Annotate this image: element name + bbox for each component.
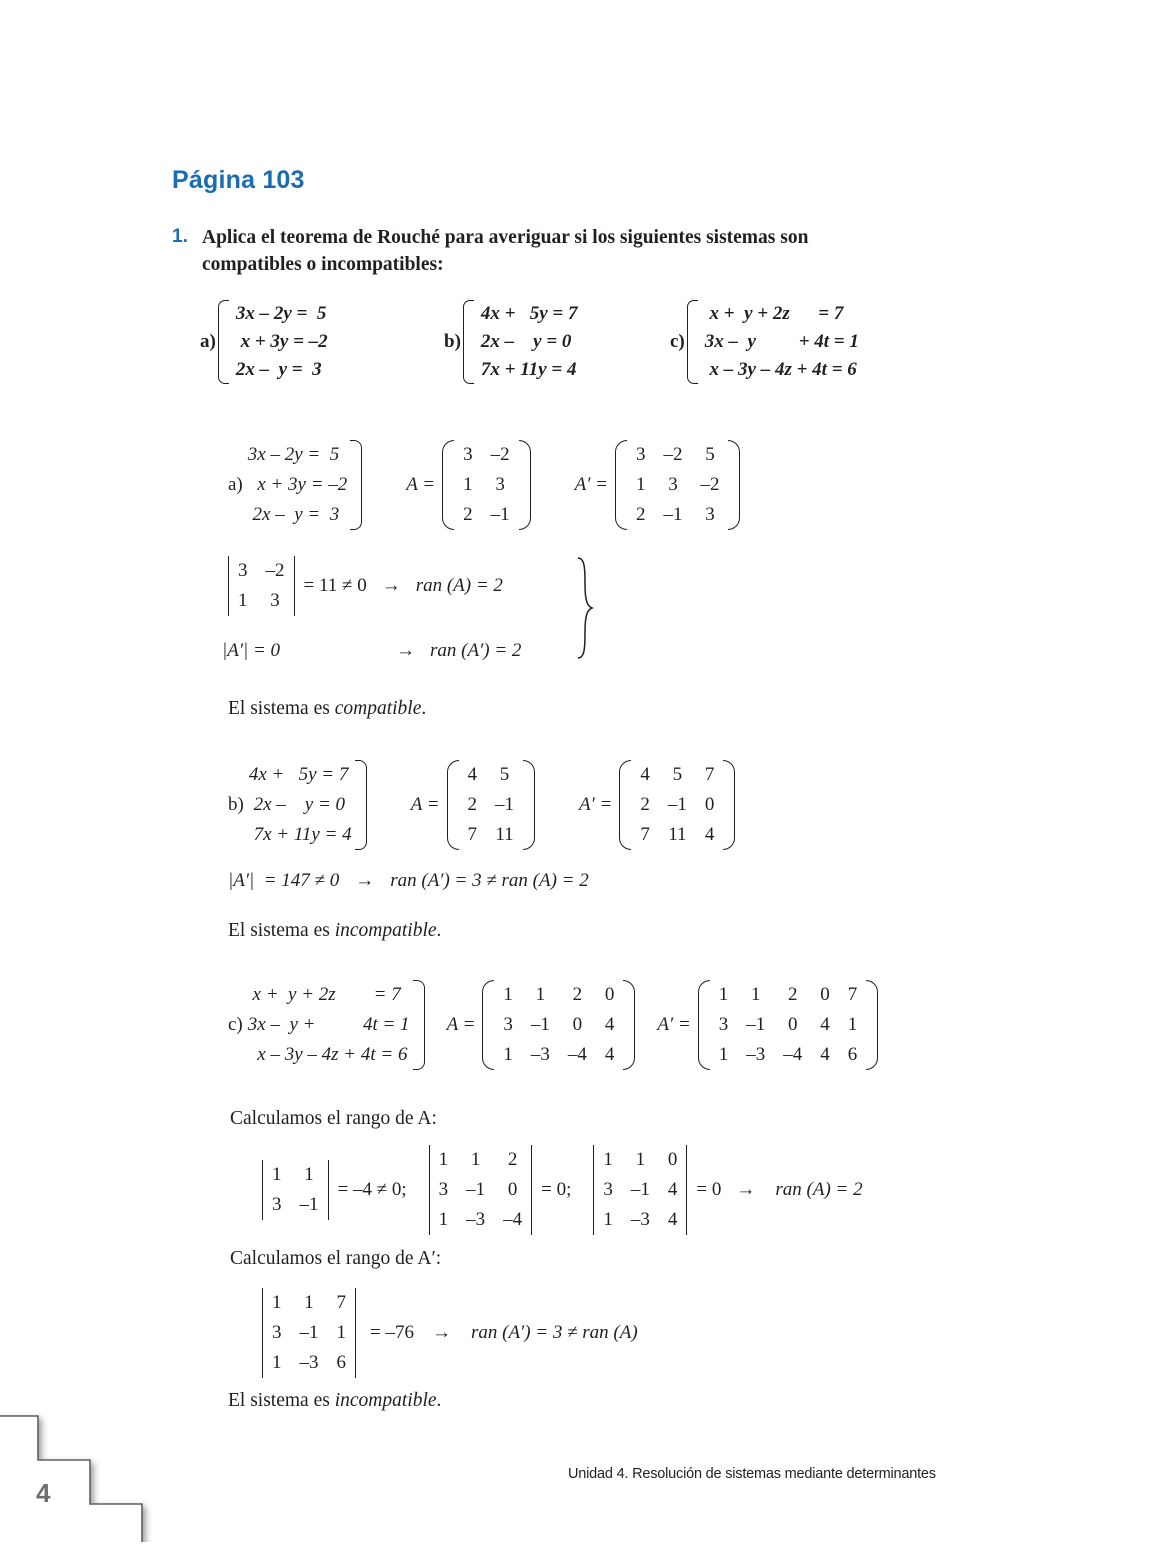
exercise-number: 1. [172,226,188,247]
left-brace [218,300,229,384]
equation: x – 3y – 4z + 4t = 6 [704,359,857,380]
arrow-icon: → [381,575,401,596]
matrix-row [263,1190,328,1220]
cell: –1 [299,1322,319,1343]
cell: 2 [640,794,650,815]
matrix-row [430,1175,532,1205]
matrix-row [631,790,723,820]
cell: 1 [304,1164,314,1185]
rank-conclusion: ran (A) = 2 [415,575,503,596]
cell: 1 [470,1149,481,1170]
solution-c-label: c) [228,1014,243,1035]
cell: 1 [272,1164,282,1185]
conclusion-b [228,920,441,942]
matrix-row [263,1348,355,1378]
cell: 1 [503,1044,513,1065]
paren-left [698,980,710,1070]
matrix-row [229,556,294,586]
equation: 2x – y = 3 [235,359,322,380]
rank-A-prime-label-text: Calculamos el rango de A′: [230,1248,442,1269]
cell: 4 [604,1044,615,1065]
matrix-A-prime-name: A′ = [657,1014,691,1035]
matrix-A [411,760,535,850]
cell: 3 [270,590,280,611]
cell: –3 [630,1209,650,1230]
cell: 0 [667,1149,678,1170]
cell: –1 [663,504,683,525]
matrix-row [459,820,524,850]
left-brace [463,300,474,384]
solution-a-label: a) [228,474,243,495]
cell: 3 [668,474,678,495]
determinant-2 [429,1145,572,1235]
cell: 2 [572,984,583,1005]
arrow-icon: → [431,1322,451,1343]
cell: 3 [635,444,646,465]
cell: –2 [265,560,285,581]
paren-right [519,440,531,530]
solution-b-rank-line [228,870,589,892]
solution-c-equations [248,980,410,1070]
matrix-row [710,980,867,1010]
paren-right [723,760,735,850]
solution-b-label: b) [228,794,244,815]
exercise-line-2: compatibles o incompatibles: [202,254,444,275]
matrix-row [263,1160,328,1190]
conclusion-b-post: . [436,920,442,941]
cell: 0 [704,794,715,815]
statement-systems [200,300,1000,400]
cell: –1 [299,1194,319,1215]
cell: 0 [788,1014,798,1035]
paren-left [442,440,454,530]
matrix-row [430,1145,532,1175]
cell: 1 [238,590,248,611]
rank-A-determinants [262,1145,863,1235]
cell: –3 [299,1352,319,1373]
cell: –1 [495,794,515,815]
exercise-text [202,224,982,278]
equation: x + 3y = –2 [247,474,348,495]
matrix-row [229,586,294,616]
cell: –1 [490,504,510,525]
determinant-1-result: = –4 ≠ 0; [337,1179,407,1200]
equation: 2x – y = 3 [247,504,340,525]
cell: 1 [535,984,546,1005]
cell: –1 [667,794,687,815]
conclusion-c-pre: El sistema es [228,1390,335,1411]
matrix-row [594,1175,686,1205]
cell: 1 [635,474,646,495]
determinant-result: = 11 ≠ 0 [303,575,367,596]
cell: 7 [704,764,715,785]
equation: x – 3y – 4z + 4t = 6 [247,1044,408,1065]
paren-right [728,440,740,530]
det-bar-right [355,1288,356,1378]
conclusion-c-post: . [436,1390,442,1411]
cell: 1 [718,984,729,1005]
footer-text: Unidad 4. Resolución de sistemas mediante determinantes [568,1466,936,1482]
determinant-2-result: = 0; [541,1179,572,1200]
system-a-equations [236,300,328,384]
cell: 1 [438,1149,449,1170]
left-brace [687,300,698,384]
cell: 3 [705,504,715,525]
determinant-line-1 [228,556,521,616]
cell: 3 [438,1179,449,1200]
cell: –1 [530,1014,550,1035]
matrix-row [454,470,519,500]
cell: 4 [467,764,478,785]
matrix-row [594,1205,686,1235]
determinant-1-body [263,1160,328,1220]
conclusion-c-emphasis: incompatible [334,1390,437,1411]
determinant-3 [593,1145,862,1235]
matrix-A-prime-name: A′ = [579,794,613,815]
solution-b [228,760,735,850]
det-bar-right [294,556,295,616]
cell: 1 [847,1014,858,1035]
cell: 2 [635,504,646,525]
conclusion-a-emphasis: compatible [334,698,422,719]
solution-a-equations [248,440,348,530]
cell: 5 [705,444,715,465]
cell: 0 [820,984,830,1005]
cell: 2 [507,1149,518,1170]
solution-a-rank-group [222,556,522,662]
conclusion-a [228,698,426,720]
matrix-row [631,820,723,850]
cell: 1 [603,1149,613,1170]
cell: 6 [336,1352,346,1373]
matrix-A-prime [579,760,735,850]
matrix-row [710,1040,867,1070]
cell: 1 [503,984,513,1005]
matrix-row [710,1010,867,1040]
determinant-result: = –76 [370,1322,414,1343]
arrow-icon: → [355,870,375,891]
cell: 2 [463,504,473,525]
arrow-icon: → [396,640,416,661]
cell: 7 [467,824,478,845]
paren-left [447,760,459,850]
right-brace [413,980,425,1070]
cell: –3 [746,1044,766,1065]
conclusion-b-emphasis: incompatible [334,920,437,941]
matrix-row [459,790,524,820]
group-brace [576,556,594,660]
matrix-row [263,1288,355,1318]
equation: 4x + 5y = 7 [248,764,349,785]
matrix-A [447,980,636,1070]
equation: 2x – y = 0 [480,331,572,352]
cell: 1 [718,1044,729,1065]
matrix-A-name: A = [410,794,440,815]
matrix-A-prime-body [627,440,729,530]
matrix-row [454,500,519,530]
cell: 4 [820,1044,830,1065]
matrix-A-body [454,440,519,530]
cell: 1 [272,1292,282,1313]
rank-A-prime-determinant [262,1288,638,1378]
matrix-row [494,1040,623,1070]
equation: 7x + 11y = 4 [480,359,577,380]
rank-conclusion: ran (A′) = 2 [430,640,522,661]
cell: 1 [635,1149,646,1170]
matrix-row [430,1205,532,1235]
right-brace [350,440,362,530]
cell: –4 [567,1044,587,1065]
rank-A-prime-label [230,1248,441,1270]
paren-left [619,760,631,850]
cell: 3 [463,444,473,465]
cell: 1 [272,1352,282,1373]
paren-right [866,980,878,1070]
paren-right [523,760,535,850]
cell: –2 [700,474,720,495]
rank-conclusion: ran (A′) = 3 ≠ ran (A) [470,1322,638,1343]
page-title: Página 103 [172,166,305,194]
matrix-row [627,500,729,530]
determinant-2-body [430,1145,532,1235]
system-b [444,300,578,384]
det-A-prime-expr: |A′| = 0 [222,640,281,661]
cell: 4 [604,1014,615,1035]
right-brace [355,760,367,850]
det-bar-right [328,1160,329,1220]
conclusion-b-pre: El sistema es [228,920,335,941]
matrix-A-prime-body [631,760,723,850]
cell: –1 [746,1014,766,1035]
cell: 2 [788,984,798,1005]
exercise-line-1: Aplica el teorema de Rouché para averiguar si los siguientes sistemas son [202,227,809,248]
cell: 0 [572,1014,583,1035]
conclusion-c [228,1390,441,1412]
matrix-A-prime [575,440,741,530]
cell: 5 [672,764,683,785]
cell: 0 [604,984,615,1005]
cell: –3 [466,1209,486,1230]
matrix-row [631,760,723,790]
equation: 2x – y = 0 [248,794,346,815]
matrix-row [627,470,729,500]
matrix-A [406,440,530,530]
equation: 4x + 5y = 7 [480,303,578,324]
group-brace-icon [576,556,594,660]
cell: –1 [466,1179,486,1200]
equation: 3x – y + 4t = 1 [247,1014,410,1035]
system-b-equations [481,300,578,384]
matrix-row [454,440,519,470]
paren-left [482,980,494,1070]
matrix-A-prime-body [710,980,867,1070]
cell: 3 [272,1322,282,1343]
cell: 3 [603,1179,613,1200]
solution-b-equations [249,760,352,850]
cell: 3 [503,1014,513,1035]
solution-c [228,980,878,1070]
matrix-row [459,760,524,790]
rank-A-label-text: Calculamos el rango de A: [230,1108,437,1129]
paren-right [623,980,635,1070]
cell: 1 [463,474,473,495]
cell: –4 [783,1044,803,1065]
equation: x + y + 2z = 7 [704,303,844,324]
matrix-row [594,1145,686,1175]
determinant-line-2 [222,640,522,662]
cell: –1 [630,1179,650,1200]
cell: 4 [820,1014,830,1035]
matrix-row [494,980,623,1010]
cell: –2 [490,444,510,465]
solution-a [228,440,740,530]
system-c-label: c) [670,331,685,352]
determinant-3-result: = 0 [696,1179,722,1200]
det-bar-right [531,1145,532,1235]
equation: x + 3y = –2 [235,331,328,352]
cell: –3 [530,1044,550,1065]
cell: –4 [503,1209,523,1230]
determinant-A-body [229,556,294,616]
equation: 3x – 2y = 5 [235,303,327,324]
cell: 7 [847,984,858,1005]
matrix-A-name: A = [406,474,436,495]
cell: 5 [499,764,510,785]
cell: 2 [467,794,478,815]
matrix-A-body [459,760,524,850]
cell: 11 [495,824,514,845]
system-c [670,300,859,384]
rank-conclusion: ran (A) = 2 [775,1179,863,1200]
cell: 4 [640,764,650,785]
cell: 1 [603,1209,613,1230]
determinant-3-body [594,1145,686,1235]
staircase-icon [0,1412,175,1542]
cell: 3 [718,1014,729,1035]
system-a [200,300,328,384]
cell: 3 [238,560,248,581]
determinant-1 [262,1160,407,1220]
cell: 1 [751,984,761,1005]
determinant-A-prime-body [263,1288,355,1378]
equation: x + y + 2z = 7 [247,984,401,1005]
cell: 4 [667,1179,678,1200]
cell: 11 [668,824,687,845]
arrow-icon: → [736,1179,756,1200]
page-number: 4 [36,1478,51,1508]
matrix-A-name: A = [446,1014,476,1035]
staircase-decoration [0,1412,175,1542]
matrix-row [627,440,729,470]
conclusion-a-post: . [421,698,427,719]
rank-conclusion: ran (A′) = 3 ≠ ran (A) = 2 [390,870,589,891]
equation: 7x + 11y = 4 [248,824,352,845]
paren-left [615,440,627,530]
det-A-prime-expr: |A′| = 147 ≠ 0 [228,870,340,891]
matrix-row [494,1010,623,1040]
system-c-equations [705,300,859,384]
cell: 0 [507,1179,518,1200]
cell: 3 [495,474,505,495]
cell: 1 [336,1322,346,1343]
cell: 3 [272,1194,282,1215]
cell: 1 [438,1209,449,1230]
cell: 6 [847,1044,858,1065]
system-a-label: a) [200,331,216,352]
matrix-row [263,1318,355,1348]
rank-A-label [230,1108,437,1130]
cell: 4 [667,1209,678,1230]
cell: 1 [304,1292,314,1313]
cell: 4 [704,824,715,845]
cell: –2 [663,444,683,465]
det-bar-right [686,1145,687,1235]
exercise-statement [172,224,982,278]
system-b-label: b) [444,331,461,352]
equation: 3x – y + 4t = 1 [704,331,859,352]
equation: 3x – 2y = 5 [247,444,340,465]
conclusion-a-pre: El sistema es [228,698,335,719]
matrix-A-prime-name: A′ = [574,474,608,495]
matrix-A-body [494,980,623,1070]
cell: 7 [640,824,650,845]
matrix-A-prime [657,980,878,1070]
cell: 7 [336,1292,346,1313]
